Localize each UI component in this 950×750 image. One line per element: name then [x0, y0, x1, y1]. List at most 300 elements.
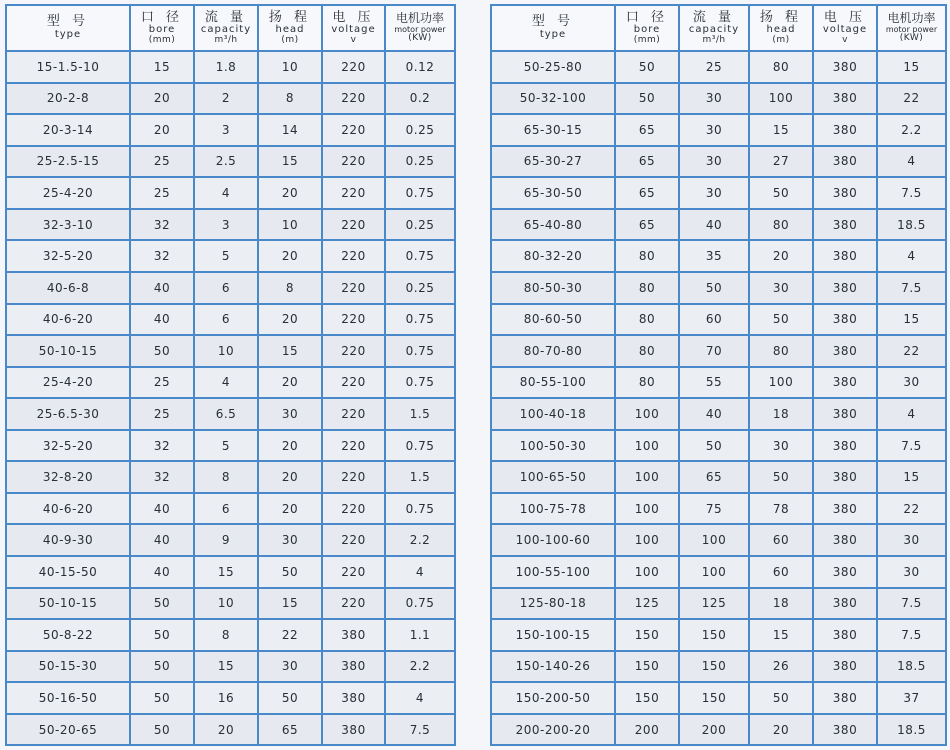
- cell-power: 0.75: [386, 494, 456, 526]
- cell-voltage: 380: [323, 620, 386, 652]
- cell-type: 25-4-20: [7, 368, 131, 400]
- cell-voltage: 380: [323, 715, 386, 747]
- cell-type: 40-6-20: [7, 305, 131, 337]
- cell-voltage: 380: [814, 525, 878, 557]
- header-bore-unit: (mm): [148, 34, 176, 45]
- cell-head: 20: [259, 368, 323, 400]
- cell-head: 20: [259, 241, 323, 273]
- cell-power: 30: [878, 525, 947, 557]
- cell-bore: 65: [616, 115, 680, 147]
- cell-head: 10: [259, 210, 323, 242]
- cell-voltage: 380: [814, 399, 878, 431]
- cell-voltage: 220: [323, 52, 386, 84]
- cell-power: 0.2: [386, 84, 456, 116]
- cell-voltage: 220: [323, 273, 386, 305]
- cell-power: 1.5: [386, 462, 456, 494]
- cell-bore: 32: [131, 431, 195, 463]
- cell-voltage: 380: [814, 368, 878, 400]
- cell-bore: 100: [616, 431, 680, 463]
- cell-bore: 150: [616, 652, 680, 684]
- cell-power: 7.5: [878, 620, 947, 652]
- header-head-unit: (m): [281, 34, 299, 45]
- cell-bore: 65: [616, 147, 680, 179]
- table-row: [7, 494, 456, 526]
- cell-bore: 15: [131, 52, 195, 84]
- pump-spec-table-left: [5, 4, 456, 746]
- cell-head: 60: [750, 557, 814, 589]
- cell-type: 50-32-100: [492, 84, 616, 116]
- cell-type: 40-6-8: [7, 273, 131, 305]
- cell-type: 100-55-100: [492, 557, 616, 589]
- header-voltage-cn: 电 压: [332, 9, 375, 25]
- cell-voltage: 220: [323, 178, 386, 210]
- cell-voltage: 220: [323, 305, 386, 337]
- cell-head: 18: [750, 399, 814, 431]
- cell-type: 100-40-18: [492, 399, 616, 431]
- cell-power: 7.5: [878, 431, 947, 463]
- cell-bore: 20: [131, 115, 195, 147]
- cell-head: 30: [259, 525, 323, 557]
- table-row: [7, 52, 456, 84]
- cell-voltage: 380: [814, 715, 878, 747]
- cell-type: 15-1.5-10: [7, 52, 131, 84]
- cell-head: 50: [750, 683, 814, 715]
- header-row: [492, 6, 947, 52]
- header-capacity-en: capacity: [200, 24, 252, 36]
- header-capacity-en: capacity: [688, 24, 740, 36]
- cell-head: 15: [750, 620, 814, 652]
- cell-capacity: 16: [195, 683, 259, 715]
- cell-type: 20-2-8: [7, 84, 131, 116]
- cell-capacity: 30: [680, 178, 750, 210]
- header-head-en: head: [275, 24, 305, 36]
- cell-power: 7.5: [878, 589, 947, 621]
- cell-bore: 100: [616, 494, 680, 526]
- cell-bore: 100: [616, 462, 680, 494]
- header-capacity: [195, 6, 259, 52]
- cell-capacity: 40: [680, 210, 750, 242]
- cell-type: 32-5-20: [7, 431, 131, 463]
- cell-type: 32-8-20: [7, 462, 131, 494]
- table-row: [7, 715, 456, 747]
- cell-head: 30: [750, 431, 814, 463]
- cell-type: 100-75-78: [492, 494, 616, 526]
- table-row: [492, 399, 947, 431]
- header-capacity-cn: 流 量: [692, 9, 736, 25]
- cell-power: 0.25: [386, 210, 456, 242]
- table-row: [7, 336, 456, 368]
- cell-bore: 20: [131, 84, 195, 116]
- cell-head: 80: [750, 336, 814, 368]
- cell-head: 20: [750, 241, 814, 273]
- cell-voltage: 380: [814, 557, 878, 589]
- table-row: [7, 620, 456, 652]
- table-row: [7, 210, 456, 242]
- header-type: [7, 6, 131, 52]
- cell-type: 40-15-50: [7, 557, 131, 589]
- header-voltage-unit: v: [842, 34, 848, 45]
- cell-voltage: 380: [814, 589, 878, 621]
- cell-head: 65: [259, 715, 323, 747]
- cell-head: 27: [750, 147, 814, 179]
- cell-head: 20: [259, 178, 323, 210]
- table-row: [7, 147, 456, 179]
- header-capacity-unit: m³/h: [214, 34, 238, 45]
- cell-bore: 150: [616, 683, 680, 715]
- cell-capacity: 50: [680, 431, 750, 463]
- table-row: [492, 368, 947, 400]
- cell-power: 0.75: [386, 589, 456, 621]
- header-power-en: motor power: [885, 24, 938, 34]
- cell-capacity: 150: [680, 683, 750, 715]
- cell-bore: 25: [131, 147, 195, 179]
- header-type-cn: 型 号: [46, 14, 90, 30]
- cell-type: 40-9-30: [7, 525, 131, 557]
- cell-power: 15: [878, 305, 947, 337]
- cell-power: 0.75: [386, 178, 456, 210]
- header-bore-en: bore: [633, 24, 661, 36]
- cell-capacity: 3: [195, 115, 259, 147]
- cell-type: 150-100-15: [492, 620, 616, 652]
- table-row: [7, 652, 456, 684]
- cell-voltage: 380: [814, 462, 878, 494]
- cell-type: 100-100-60: [492, 525, 616, 557]
- cell-voltage: 380: [814, 620, 878, 652]
- cell-head: 30: [259, 399, 323, 431]
- cell-bore: 25: [131, 399, 195, 431]
- header-row: [7, 6, 456, 52]
- cell-head: 8: [259, 84, 323, 116]
- cell-head: 50: [750, 178, 814, 210]
- cell-capacity: 150: [680, 620, 750, 652]
- header-bore-cn: 口 径: [140, 9, 184, 25]
- cell-type: 50-10-15: [7, 589, 131, 621]
- cell-capacity: 75: [680, 494, 750, 526]
- cell-voltage: 220: [323, 84, 386, 116]
- table-row: [492, 652, 947, 684]
- header-bore-en: bore: [148, 24, 176, 36]
- cell-bore: 32: [131, 241, 195, 273]
- cell-type: 150-140-26: [492, 652, 616, 684]
- cell-power: 0.25: [386, 147, 456, 179]
- cell-power: 4: [386, 683, 456, 715]
- cell-power: 22: [878, 336, 947, 368]
- header-type-en: type: [54, 29, 82, 41]
- header-voltage: [323, 6, 386, 52]
- table-row: [492, 462, 947, 494]
- cell-bore: 50: [131, 683, 195, 715]
- cell-voltage: 220: [323, 210, 386, 242]
- cell-capacity: 5: [195, 431, 259, 463]
- header-bore: [616, 6, 680, 52]
- header-bore-cn: 口 径: [625, 9, 669, 25]
- cell-bore: 200: [616, 715, 680, 747]
- cell-type: 80-32-20: [492, 241, 616, 273]
- header-power: [878, 6, 947, 52]
- cell-power: 2.2: [386, 652, 456, 684]
- table-row: [492, 336, 947, 368]
- cell-bore: 80: [616, 336, 680, 368]
- table-row: [492, 147, 947, 179]
- cell-capacity: 10: [195, 589, 259, 621]
- header-voltage-en: voltage: [822, 24, 868, 36]
- cell-head: 50: [259, 557, 323, 589]
- cell-type: 50-15-30: [7, 652, 131, 684]
- cell-capacity: 70: [680, 336, 750, 368]
- cell-head: 50: [750, 462, 814, 494]
- cell-bore: 125: [616, 589, 680, 621]
- cell-power: 37: [878, 683, 947, 715]
- cell-type: 50-20-65: [7, 715, 131, 747]
- cell-capacity: 4: [195, 178, 259, 210]
- table-row: [7, 273, 456, 305]
- cell-type: 65-30-50: [492, 178, 616, 210]
- cell-voltage: 380: [814, 431, 878, 463]
- table-row: [7, 399, 456, 431]
- cell-voltage: 380: [814, 147, 878, 179]
- cell-type: 20-3-14: [7, 115, 131, 147]
- cell-capacity: 6: [195, 305, 259, 337]
- cell-power: 18.5: [878, 210, 947, 242]
- cell-voltage: 220: [323, 431, 386, 463]
- cell-capacity: 50: [680, 273, 750, 305]
- cell-voltage: 220: [323, 241, 386, 273]
- cell-type: 200-200-20: [492, 715, 616, 747]
- cell-capacity: 30: [680, 147, 750, 179]
- table-row: [492, 525, 947, 557]
- cell-power: 7.5: [878, 273, 947, 305]
- cell-type: 80-70-80: [492, 336, 616, 368]
- cell-head: 10: [259, 52, 323, 84]
- cell-type: 32-3-10: [7, 210, 131, 242]
- cell-bore: 65: [616, 210, 680, 242]
- cell-bore: 40: [131, 557, 195, 589]
- header-bore: [131, 6, 195, 52]
- cell-capacity: 6.5: [195, 399, 259, 431]
- cell-voltage: 220: [323, 557, 386, 589]
- table-row: [492, 431, 947, 463]
- header-type-en: type: [539, 29, 567, 41]
- table-row: [492, 178, 947, 210]
- cell-voltage: 380: [323, 652, 386, 684]
- cell-type: 50-8-22: [7, 620, 131, 652]
- cell-power: 2.2: [386, 525, 456, 557]
- table-row: [492, 589, 947, 621]
- table-row: [7, 589, 456, 621]
- cell-power: 22: [878, 84, 947, 116]
- cell-head: 30: [750, 273, 814, 305]
- header-capacity-unit: m³/h: [702, 34, 726, 45]
- header-type: [492, 6, 616, 52]
- header-capacity: [680, 6, 750, 52]
- cell-power: 0.25: [386, 273, 456, 305]
- cell-voltage: 380: [814, 305, 878, 337]
- cell-type: 80-50-30: [492, 273, 616, 305]
- table-row: [7, 368, 456, 400]
- cell-type: 32-5-20: [7, 241, 131, 273]
- cell-power: 7.5: [878, 178, 947, 210]
- cell-capacity: 5: [195, 241, 259, 273]
- cell-type: 25-2.5-15: [7, 147, 131, 179]
- cell-capacity: 25: [680, 52, 750, 84]
- cell-power: 4: [878, 241, 947, 273]
- cell-voltage: 220: [323, 147, 386, 179]
- cell-voltage: 220: [323, 399, 386, 431]
- cell-bore: 100: [616, 557, 680, 589]
- cell-voltage: 380: [814, 178, 878, 210]
- cell-power: 7.5: [386, 715, 456, 747]
- cell-type: 50-10-15: [7, 336, 131, 368]
- cell-head: 80: [750, 52, 814, 84]
- cell-head: 100: [750, 84, 814, 116]
- cell-bore: 50: [616, 52, 680, 84]
- cell-power: 0.25: [386, 115, 456, 147]
- table-row: [7, 84, 456, 116]
- cell-power: 30: [878, 557, 947, 589]
- cell-head: 50: [750, 305, 814, 337]
- cell-voltage: 220: [323, 368, 386, 400]
- cell-voltage: 380: [814, 683, 878, 715]
- cell-capacity: 15: [195, 652, 259, 684]
- cell-type: 65-30-15: [492, 115, 616, 147]
- cell-voltage: 220: [323, 462, 386, 494]
- table-row: [492, 620, 947, 652]
- cell-type: 100-65-50: [492, 462, 616, 494]
- header-head-cn: 扬 程: [268, 9, 312, 25]
- cell-capacity: 9: [195, 525, 259, 557]
- cell-voltage: 220: [323, 115, 386, 147]
- cell-power: 18.5: [878, 652, 947, 684]
- cell-capacity: 55: [680, 368, 750, 400]
- cell-bore: 40: [131, 525, 195, 557]
- cell-power: 22: [878, 494, 947, 526]
- cell-capacity: 3: [195, 210, 259, 242]
- table-row: [492, 115, 947, 147]
- cell-capacity: 30: [680, 84, 750, 116]
- header-head-unit: (m): [772, 34, 790, 45]
- cell-bore: 50: [131, 336, 195, 368]
- cell-voltage: 380: [814, 336, 878, 368]
- cell-power: 1.1: [386, 620, 456, 652]
- cell-type: 80-60-50: [492, 305, 616, 337]
- table-row: [7, 115, 456, 147]
- cell-bore: 80: [616, 305, 680, 337]
- header-head: [259, 6, 323, 52]
- table-row: [7, 683, 456, 715]
- cell-head: 20: [259, 431, 323, 463]
- cell-bore: 100: [616, 525, 680, 557]
- cell-power: 4: [386, 557, 456, 589]
- cell-bore: 80: [616, 368, 680, 400]
- cell-head: 15: [259, 589, 323, 621]
- cell-voltage: 380: [814, 273, 878, 305]
- cell-capacity: 6: [195, 273, 259, 305]
- cell-bore: 80: [616, 273, 680, 305]
- header-power-cn: 电机功率: [887, 11, 936, 26]
- cell-type: 80-55-100: [492, 368, 616, 400]
- cell-bore: 40: [131, 273, 195, 305]
- cell-capacity: 60: [680, 305, 750, 337]
- header-voltage: [814, 6, 878, 52]
- table-row: [492, 241, 947, 273]
- cell-capacity: 125: [680, 589, 750, 621]
- cell-bore: 100: [616, 399, 680, 431]
- cell-head: 80: [750, 210, 814, 242]
- table-row: [492, 715, 947, 747]
- cell-voltage: 220: [323, 336, 386, 368]
- cell-capacity: 8: [195, 462, 259, 494]
- cell-type: 50-25-80: [492, 52, 616, 84]
- header-type-cn: 型 号: [531, 14, 575, 30]
- table-row: [7, 525, 456, 557]
- cell-type: 65-40-80: [492, 210, 616, 242]
- header-capacity-cn: 流 量: [204, 9, 248, 25]
- cell-bore: 25: [131, 368, 195, 400]
- header-bore-unit: (mm): [633, 34, 661, 45]
- cell-head: 20: [259, 305, 323, 337]
- cell-type: 125-80-18: [492, 589, 616, 621]
- cell-bore: 25: [131, 178, 195, 210]
- table-header: [7, 6, 456, 52]
- cell-bore: 40: [131, 494, 195, 526]
- cell-head: 78: [750, 494, 814, 526]
- cell-power: 15: [878, 462, 947, 494]
- cell-power: 0.75: [386, 305, 456, 337]
- cell-voltage: 220: [323, 525, 386, 557]
- cell-capacity: 30: [680, 115, 750, 147]
- cell-capacity: 200: [680, 715, 750, 747]
- cell-capacity: 6: [195, 494, 259, 526]
- cell-head: 15: [259, 147, 323, 179]
- table-row: [492, 305, 947, 337]
- cell-head: 50: [259, 683, 323, 715]
- cell-voltage: 380: [814, 84, 878, 116]
- cell-voltage: 220: [323, 589, 386, 621]
- cell-bore: 32: [131, 462, 195, 494]
- header-power-cn: 电机功率: [395, 11, 444, 26]
- cell-type: 25-4-20: [7, 178, 131, 210]
- cell-power: 0.75: [386, 336, 456, 368]
- header-power-unit: (KW): [899, 33, 924, 44]
- table-row: [492, 683, 947, 715]
- cell-bore: 50: [131, 652, 195, 684]
- cell-type: 65-30-27: [492, 147, 616, 179]
- cell-head: 18: [750, 589, 814, 621]
- header-head: [750, 6, 814, 52]
- cell-head: 100: [750, 368, 814, 400]
- header-power-unit: (KW): [408, 33, 432, 44]
- pump-spec-table-right: [490, 4, 947, 746]
- table-row: [7, 462, 456, 494]
- cell-capacity: 2.5: [195, 147, 259, 179]
- cell-capacity: 100: [680, 525, 750, 557]
- table-body-right: [492, 52, 947, 746]
- cell-head: 15: [259, 336, 323, 368]
- cell-voltage: 380: [814, 241, 878, 273]
- cell-head: 22: [259, 620, 323, 652]
- header-head-cn: 扬 程: [759, 9, 803, 25]
- cell-capacity: 2: [195, 84, 259, 116]
- cell-capacity: 4: [195, 368, 259, 400]
- cell-capacity: 1.8: [195, 52, 259, 84]
- header-power: [386, 6, 456, 52]
- cell-power: 0.75: [386, 241, 456, 273]
- cell-bore: 80: [616, 241, 680, 273]
- header-voltage-unit: v: [350, 34, 357, 45]
- table-row: [7, 305, 456, 337]
- table-row: [7, 431, 456, 463]
- cell-head: 60: [750, 525, 814, 557]
